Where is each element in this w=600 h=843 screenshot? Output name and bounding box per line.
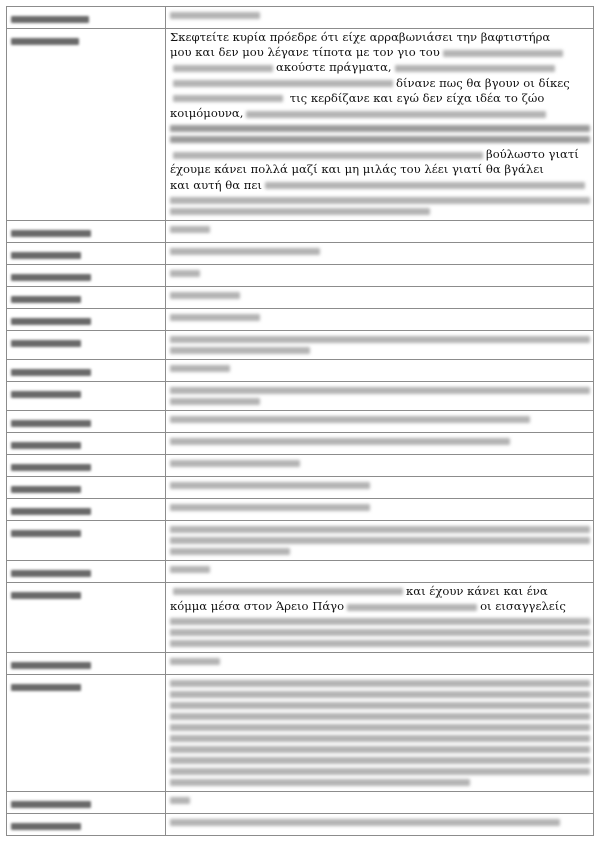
content-cell [166,264,594,286]
redacted-text [170,398,260,405]
redacted-text [246,111,546,118]
redacted-speaker [11,38,79,45]
table-row [7,7,594,29]
redacted-speaker [11,230,91,237]
content-cell [166,582,594,652]
redacted-text [170,387,590,394]
redacted-speaker [11,252,81,259]
table-row [7,29,594,221]
table-row [7,359,594,381]
table-row [7,560,594,582]
redacted-speaker [11,823,81,830]
redacted-text [170,208,430,215]
redacted-text [347,604,477,611]
redacted-text [170,136,590,143]
redacted-text [170,438,510,445]
redacted-text [170,735,590,742]
table-row [7,653,594,675]
redacted-speaker [11,442,81,449]
redacted-text [170,658,220,665]
speaker-cell [7,560,166,582]
table-row [7,498,594,520]
speaker-cell [7,381,166,410]
redacted-text [170,226,210,233]
speaker-cell [7,220,166,242]
speaker-cell [7,520,166,560]
speaker-cell [7,359,166,381]
speaker-cell [7,792,166,814]
redacted-text [170,724,590,731]
content-cell [166,242,594,264]
redacted-speaker [11,570,91,577]
table-row [7,286,594,308]
content-cell [166,29,594,221]
content-cell [166,330,594,359]
redacted-text [170,504,370,511]
redacted-speaker [11,592,81,599]
text-line: οι εισαγγελείς [480,599,566,614]
redacted-text [170,125,590,132]
speaker-cell [7,7,166,29]
speaker-cell [7,432,166,454]
table-row [7,220,594,242]
text-line: και έχουν κάνει και ένα [406,583,548,598]
redacted-text [170,797,190,804]
redacted-speaker [11,340,81,347]
table-row [7,410,594,432]
redacted-text [265,182,585,189]
content-cell [166,675,594,792]
speaker-cell [7,498,166,520]
text-line: βούλωστο γιατί [486,147,579,162]
redacted-text [173,95,283,102]
table-row [7,814,594,836]
redacted-text [170,537,590,544]
redacted-text [170,680,590,687]
redacted-text [170,566,210,573]
redacted-text [173,152,483,159]
redacted-text [170,197,590,204]
redacted-speaker [11,530,81,537]
speaker-cell [7,29,166,221]
redacted-speaker [11,662,91,669]
redacted-text [170,482,370,489]
table-row [7,582,594,652]
redacted-text [443,50,563,57]
redacted-text [170,248,320,255]
text-line: τις κερδίζανε και εγώ δεν είχα ιδέα το ζώο [289,90,545,105]
redacted-text [170,460,300,467]
redacted-text [170,819,560,826]
redacted-text [170,768,590,775]
table-row [7,242,594,264]
redacted-text [173,80,393,87]
redacted-speaker [11,16,89,23]
redacted-speaker [11,508,91,515]
redacted-speaker [11,801,91,808]
content-cell [166,792,594,814]
content-cell [166,308,594,330]
redacted-text [170,526,590,533]
redacted-text [170,365,230,372]
redacted-text [170,270,200,277]
redacted-text [170,629,590,636]
redacted-text [170,12,260,19]
speaker-cell [7,308,166,330]
redacted-text [170,314,260,321]
redacted-text [170,416,530,423]
table-row [7,264,594,286]
text-line: ακούστε πράγματα, [276,60,392,75]
content-cell [166,560,594,582]
table-row [7,381,594,410]
speaker-cell [7,814,166,836]
redacted-speaker [11,684,81,691]
content-cell [166,814,594,836]
redacted-text [170,691,590,698]
text-line: κοιμόμουνα, [170,106,244,121]
content-cell [166,476,594,498]
redacted-speaker [11,464,91,471]
redacted-text [170,702,590,709]
speaker-cell [7,286,166,308]
redacted-text [395,65,555,72]
redacted-text [170,336,590,343]
redacted-text [173,588,403,595]
content-cell [166,498,594,520]
table-row [7,330,594,359]
table-row [7,308,594,330]
table-row [7,432,594,454]
content-cell [166,410,594,432]
redacted-speaker [11,369,91,376]
table-row [7,520,594,560]
speaker-cell [7,476,166,498]
content-cell [166,220,594,242]
transcript-table [6,6,594,836]
content-cell [166,359,594,381]
table-row [7,454,594,476]
content-cell [166,520,594,560]
transcript-page [6,6,594,836]
redacted-text [170,713,590,720]
speaker-cell [7,454,166,476]
redacted-text [170,746,590,753]
redacted-speaker [11,391,81,398]
redacted-text [173,65,273,72]
speaker-cell [7,410,166,432]
redacted-text [170,292,240,299]
content-cell [166,7,594,29]
redacted-speaker [11,296,81,303]
redacted-speaker [11,318,91,325]
content-cell [166,286,594,308]
speaker-cell [7,330,166,359]
content-cell [166,432,594,454]
redacted-text [170,618,590,625]
redacted-speaker [11,274,91,281]
redacted-text [170,548,290,555]
speaker-cell [7,242,166,264]
redacted-speaker [11,486,81,493]
testimony-text [170,30,589,215]
content-cell [166,653,594,675]
redacted-text [170,757,590,764]
text-line: δίνανε πως θα βγουν οι δίκες [396,75,570,90]
text-line: Σκεφτείτε κυρία πρόεδρε ότι είχε αρραβωνιάσει την βαφτιστήρα [170,30,551,44]
speaker-cell [7,653,166,675]
redacted-text [170,779,470,786]
content-cell [166,381,594,410]
redacted-text [170,347,310,354]
table-row [7,792,594,814]
text-line: κόμμα μέσα στον Άρειο Πάγο [170,599,345,614]
speaker-cell [7,264,166,286]
redacted-text [170,640,590,647]
table-row [7,675,594,792]
redacted-speaker [11,420,91,427]
speaker-cell [7,675,166,792]
text-line: και αυτή θα πει [170,177,262,192]
table-row [7,476,594,498]
speaker-cell [7,582,166,652]
text-line: μου και δεν μου λέγανε τίποτα με τον γιο του [170,45,440,60]
text-line: έχουμε κάνει πολλά μαζί και μη μιλάς του λέει γιατί θα βγάλει [170,162,544,177]
content-cell [166,454,594,476]
